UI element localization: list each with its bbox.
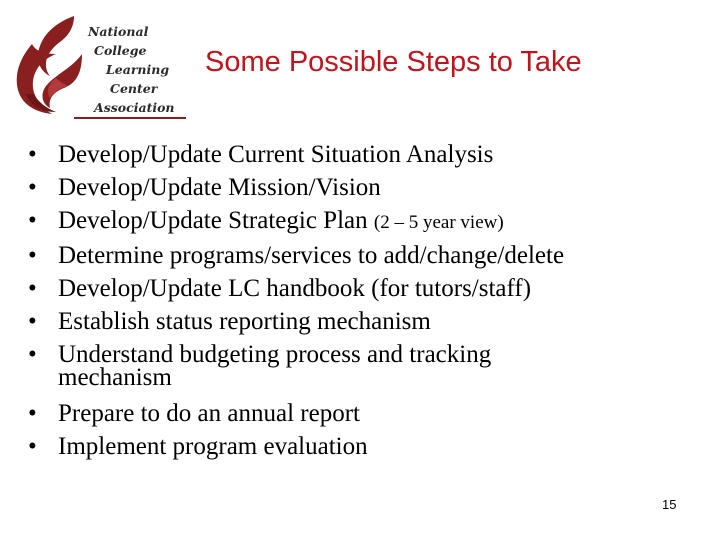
logo-line: Association bbox=[94, 100, 175, 115]
bullet-text: Prepare to do an annual report bbox=[58, 400, 360, 427]
slide-title: Some Possible Steps to Take bbox=[205, 46, 582, 78]
bullet-icon: • bbox=[28, 141, 37, 168]
bullet-icon: • bbox=[28, 433, 37, 460]
bullet-text-continuation: mechanism bbox=[58, 364, 172, 391]
bullet-icon: • bbox=[28, 400, 37, 427]
bullet-item bbox=[0, 239, 720, 272]
bullet-icon: • bbox=[28, 341, 37, 368]
bullet-item bbox=[0, 430, 720, 463]
bullet-text: Develop/Update Strategic Plan bbox=[58, 207, 374, 234]
bullet-item bbox=[0, 305, 720, 338]
bullet-icon: • bbox=[28, 308, 37, 335]
bullet-item bbox=[0, 138, 720, 171]
bullet-item bbox=[0, 171, 720, 204]
bullet-text: Determine programs/services to add/change/delete bbox=[58, 242, 565, 269]
logo-line: Learning bbox=[106, 62, 170, 77]
bullet-text: Implement program evaluation bbox=[58, 433, 368, 460]
bullet-text: Develop/Update LC handbook (for tutors/staff) bbox=[58, 275, 532, 302]
logo-wordmark bbox=[84, 22, 175, 117]
logo-line: Center bbox=[110, 81, 158, 96]
bullet-text-small: (2 – 5 year view) bbox=[373, 212, 504, 233]
bullet-text: Establish status reporting mechanism bbox=[58, 308, 431, 335]
logo-line: National bbox=[88, 24, 149, 39]
bullet-item bbox=[0, 397, 720, 430]
bullet-text: Develop/Update Current Situation Analysis bbox=[58, 141, 494, 168]
bullet-item bbox=[0, 338, 720, 397]
bullet-list bbox=[0, 138, 720, 463]
logo-underline bbox=[74, 117, 186, 119]
bullet-item bbox=[0, 204, 720, 239]
bullet-icon: • bbox=[28, 275, 37, 302]
bullet-icon: • bbox=[28, 207, 37, 234]
page-number: 15 bbox=[662, 497, 677, 512]
ncla-logo bbox=[12, 14, 174, 120]
bullet-text: Develop/Update Mission/Vision bbox=[58, 174, 381, 201]
bullet-icon: • bbox=[28, 174, 37, 201]
bullet-item bbox=[0, 272, 720, 305]
bullet-text: Understand budgeting process and tracking bbox=[58, 341, 492, 368]
logo-line: College bbox=[94, 43, 147, 58]
bullet-icon: • bbox=[28, 242, 37, 269]
